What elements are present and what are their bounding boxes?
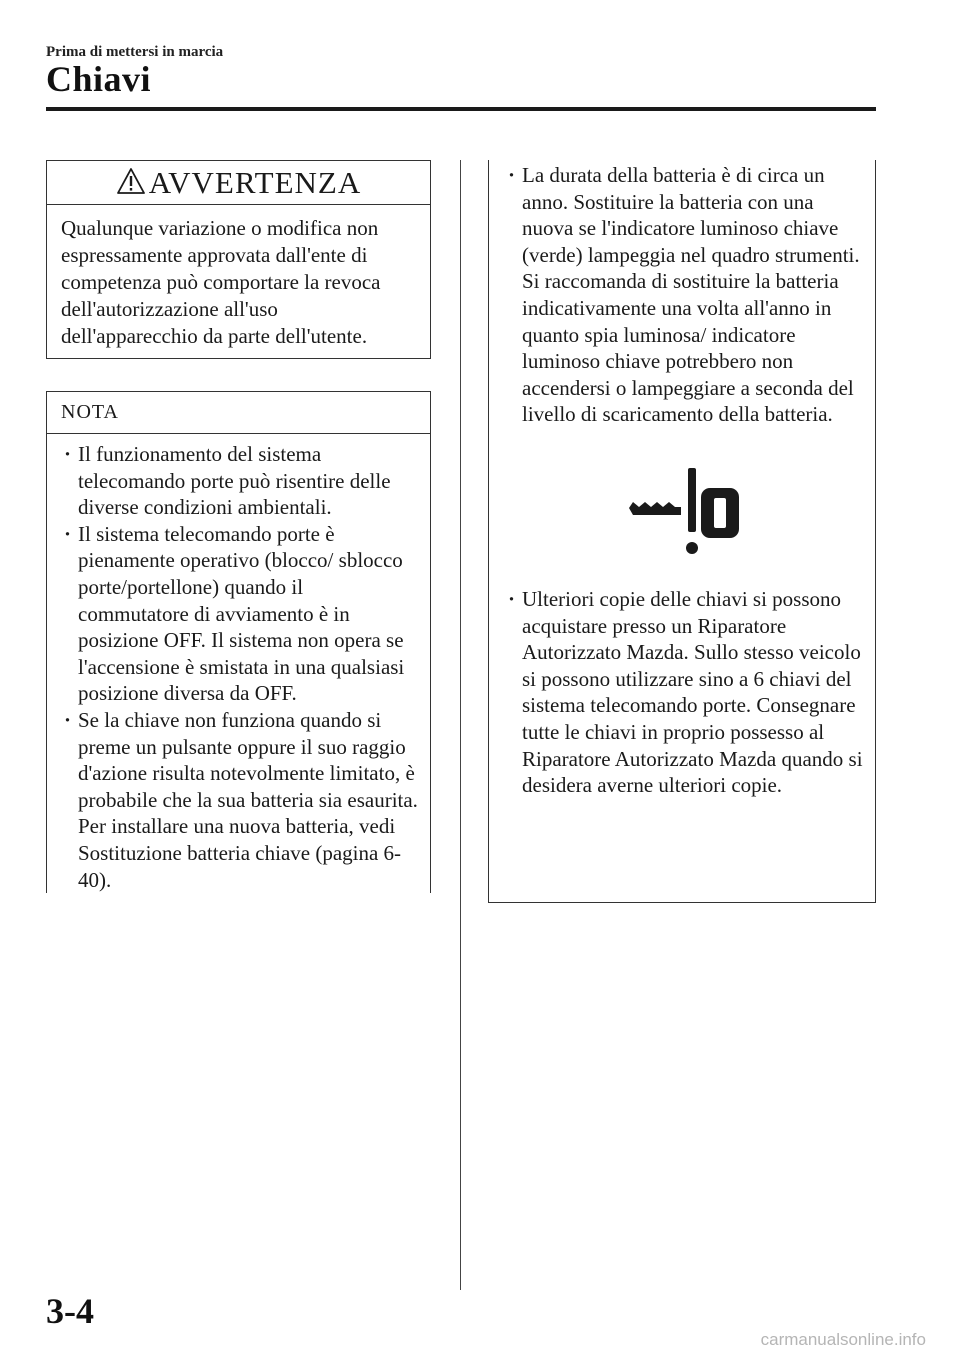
warning-title: AVVERTENZA: [148, 164, 362, 200]
warning-triangle-icon: [116, 167, 146, 195]
section-label: Prima di mettersi in marcia: [46, 44, 224, 60]
page-number: 3-4: [46, 1291, 94, 1331]
note-item: · La durata della batteria è di circa un anno. Sostituire la batteria con una nuova se l'indicatore luminoso chiave (verde) lampeggia nel quadro strumenti. Si raccomanda di sostituire la batteria indicativamente una volta all'anno in quanto spia luminosa/ indicatore luminoso chiave potrebbero non accendersi o lampeggiare a seconda del livello di scaricamento della batteria.: [505, 162, 865, 428]
note-item: · Il funzionamento del sistema telecomando porte può risentire delle diverse condizioni ambientali.: [61, 441, 418, 521]
note-item: · Ulteriori copie delle chiavi si possono acquistare presso un Riparatore Autorizzato Mazda. Sullo stesso veicolo si possono utilizzare sino a 6 chiavi del sistema telecomando porte. Consegnare tutte le chiavi in proprio possesso al Riparatore Autorizzato Mazda quando si desidera averne ulteriori copie.: [505, 586, 865, 799]
warning-box: [46, 160, 431, 359]
column-divider: [460, 160, 461, 1290]
warning-header: [47, 161, 430, 205]
note-continuation-list-2: [505, 586, 865, 799]
note-title: NOTA: [47, 392, 430, 434]
note-box: [46, 391, 431, 893]
note-list: [61, 441, 418, 893]
note-continuation-list: [505, 162, 865, 428]
note-body: [47, 434, 430, 893]
key-indicator-icon: [627, 466, 743, 558]
key-indicator-figure: [505, 466, 865, 558]
title-rule: [46, 107, 876, 111]
note-continuation-box: [488, 160, 876, 903]
watermark: carmanualsonline.info: [760, 1330, 926, 1349]
note-item: · Il sistema telecomando porte è pienamente operativo (blocco/ sblocco porte/portellone) quando il commutatore di avviamento è in posizione OFF. Il sistema non opera se l'accensione è smistata in una qualsiasi posizione diversa da OFF.: [61, 521, 418, 707]
warning-text: Qualunque variazione o modifica non espressamente approvata dall'ente di competenza può comportare la revoca dell'autorizzazione all'uso dell'apparecchio da parte dell'utente.: [61, 216, 381, 348]
note-item: · Se la chiave non funziona quando si preme un pulsante oppure il suo raggio d'azione risulta notevolmente limitato, è probabile che la sua batteria sia esaurita. Per installare una nuova batteria, vedi Sostituzione batteria chiave (pagina 6-40).: [61, 707, 418, 893]
note-continuation-body: [489, 160, 875, 799]
chapter-title: Chiavi: [46, 59, 152, 99]
